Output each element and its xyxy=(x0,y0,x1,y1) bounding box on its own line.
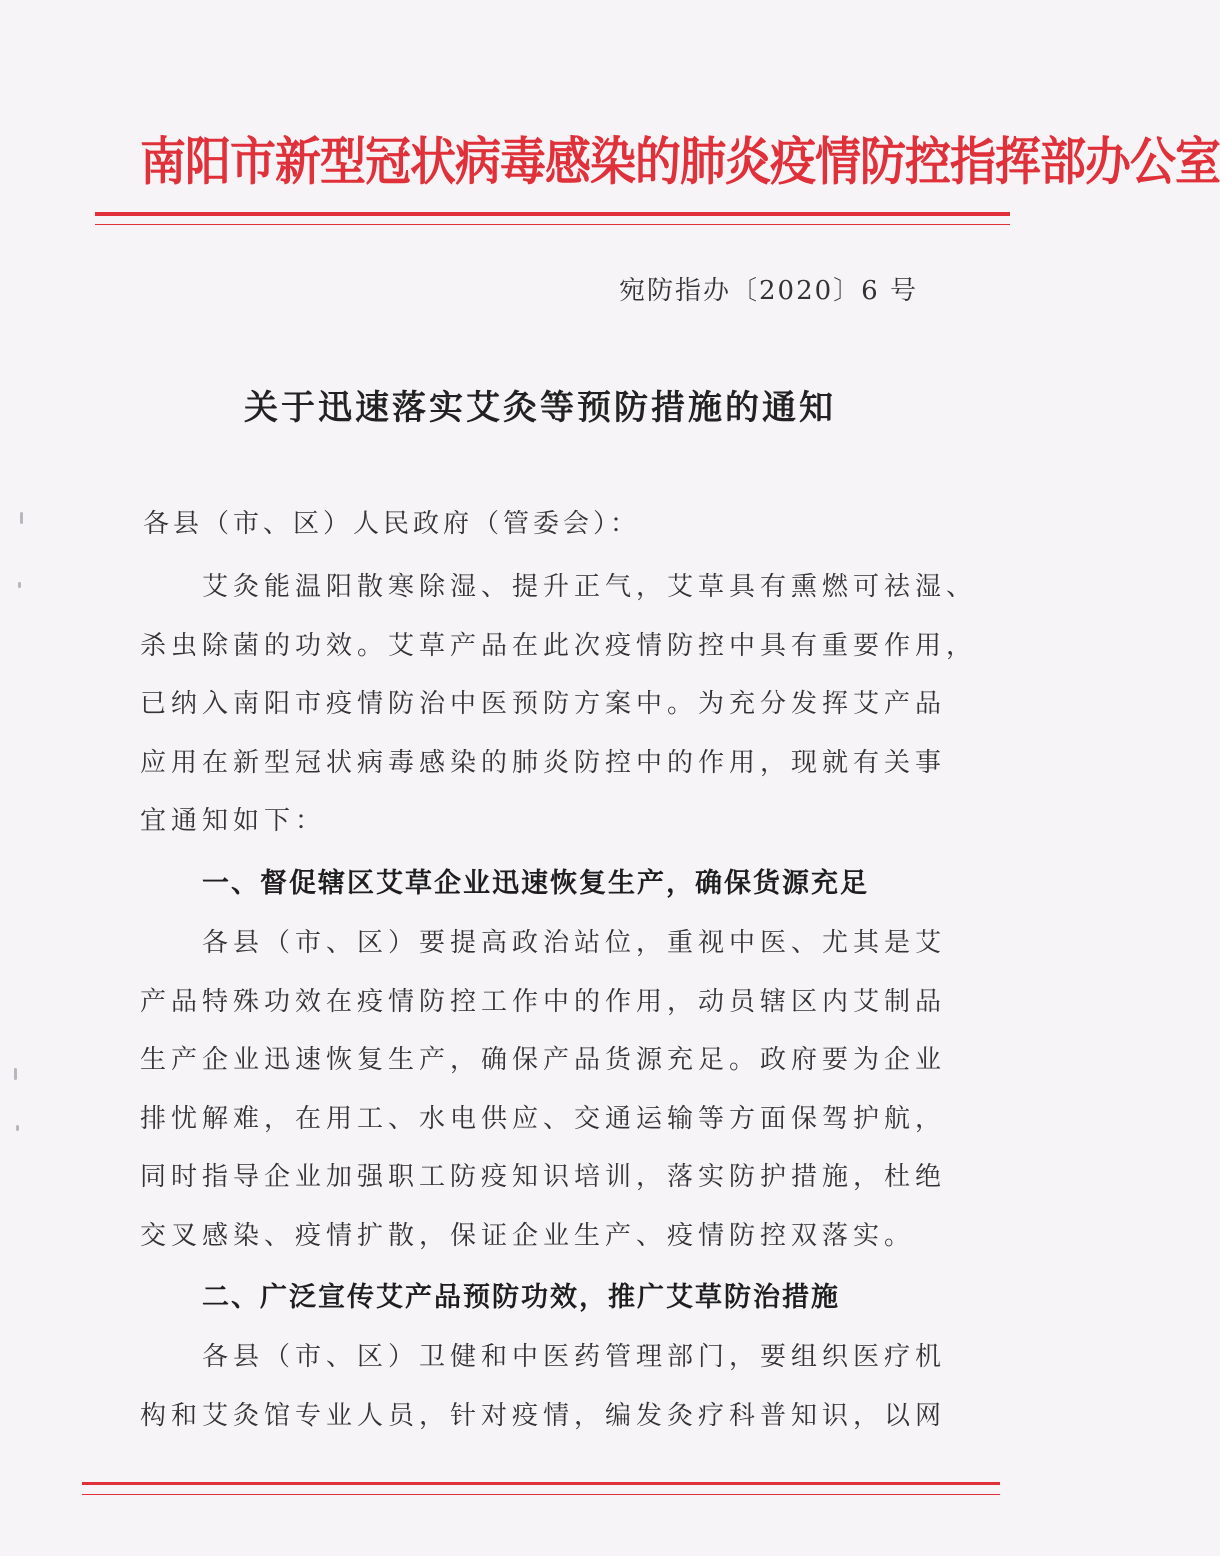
binding-hole-mark xyxy=(18,582,21,588)
issuer-masthead: 南阳市新型冠状病毒感染的肺炎疫情防控指挥部办公室 xyxy=(140,131,1220,192)
masthead-rule-thin xyxy=(95,224,1010,225)
section-1-heading: 一、督促辖区艾草企业迅速恢复生产，确保货源充足 xyxy=(202,868,869,899)
binding-hole-mark xyxy=(14,1068,17,1080)
footer-rule-thick xyxy=(82,1482,1000,1485)
section-1-paragraph xyxy=(140,914,947,1265)
text-line: 产品特殊功效在疫情防控工作中的作用，动员辖区内艾制品 xyxy=(140,986,947,1017)
text-line: 交叉感染、疫情扩散，保证企业生产、疫情防控双落实。 xyxy=(140,1220,916,1251)
footer-rule-thin xyxy=(82,1494,1000,1495)
section-2-paragraph xyxy=(140,1328,947,1445)
document-title: 关于迅速落实艾灸等预防措施的通知 xyxy=(244,388,836,428)
masthead-rule-thick xyxy=(95,212,1010,216)
text-line: 杀虫除菌的功效。艾草产品在此次疫情防控中具有重要作用， xyxy=(140,630,978,661)
text-line: 已纳入南阳市疫情防治中医预防方案中。为充分发挥艾产品 xyxy=(140,689,947,719)
text-line: 生产企业迅速恢复生产，确保产品货源充足。政府要为企业 xyxy=(140,1045,947,1075)
text-line: 应用在新型冠状病毒感染的肺炎防控中的作用，现就有关事 xyxy=(140,747,947,778)
binding-hole-mark xyxy=(16,1125,19,1131)
text-line: 各县（市、区）卫健和中医药管理部门，要组织医疗机 xyxy=(202,1342,947,1372)
text-line: 构和艾灸馆专业人员，针对疫情，编发灸疗科普知识，以网 xyxy=(140,1400,947,1431)
text-line: 排忧解难，在用工、水电供应、交通运输等方面保驾护航， xyxy=(140,1103,947,1134)
text-line: 艾灸能温阳散寒除湿、提升正气，艾草具有熏燃可祛湿、 xyxy=(202,572,978,602)
text-line: 各县（市、区）要提高政治站位，重视中医、尤其是艾 xyxy=(202,928,947,958)
binding-hole-mark xyxy=(20,512,23,524)
section-2-heading: 二、广泛宣传艾产品预防功效，推广艾草防治措施 xyxy=(202,1282,840,1313)
document-number: 宛防指办〔2020〕6 号 xyxy=(619,276,918,306)
intro-paragraph xyxy=(140,558,978,851)
text-line: 宜通知如下： xyxy=(140,806,327,836)
addressee: 各县（市、区）人民政府（管委会）： xyxy=(143,509,641,539)
text-line: 同时指导企业加强职工防疫知识培训，落实防护措施，杜绝 xyxy=(140,1162,947,1192)
